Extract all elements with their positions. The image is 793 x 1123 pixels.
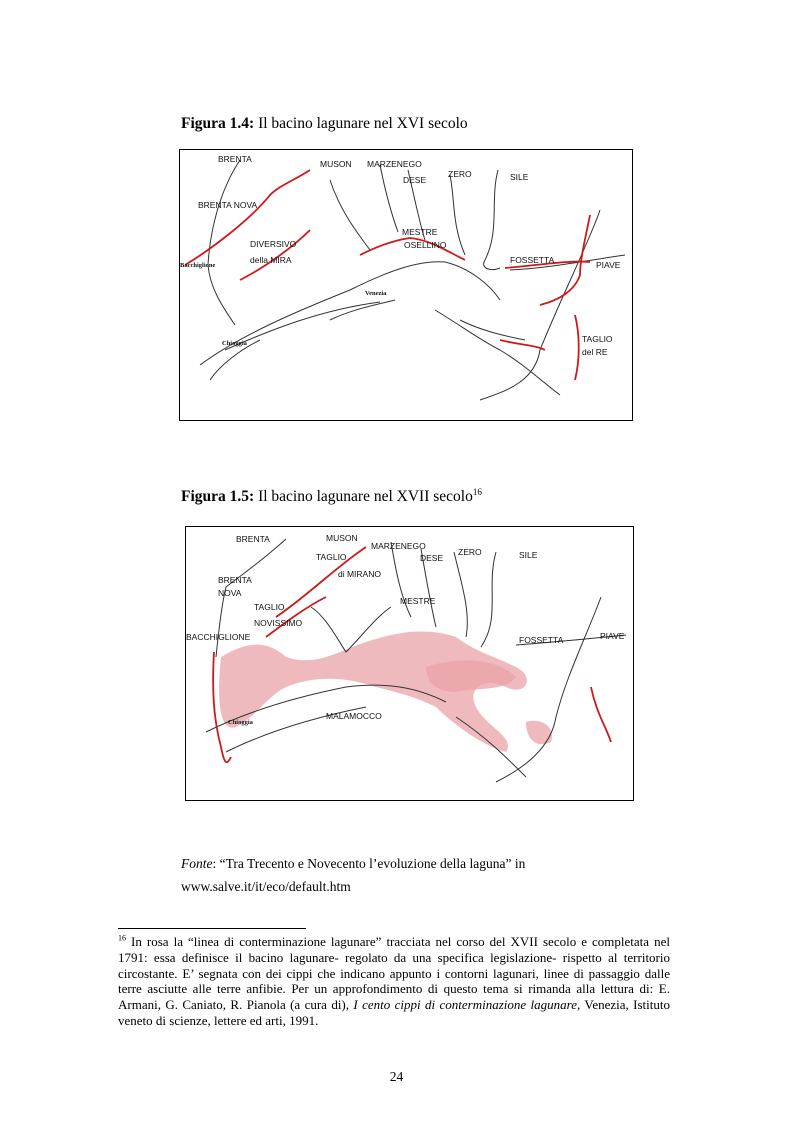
map-label: ZERO	[448, 169, 472, 179]
red-canal	[575, 315, 579, 380]
map-label: TAGLIO	[254, 602, 285, 612]
figure-1-4-caption	[181, 115, 468, 133]
map-label: Venezia	[365, 290, 387, 297]
river-line	[330, 180, 370, 250]
map-label: DESE	[420, 553, 444, 563]
lagoon-map-16th-century	[179, 149, 633, 421]
map-label: Bacchiglione	[180, 262, 216, 269]
map-label: MESTRE	[402, 227, 438, 237]
map-label: SILE	[519, 550, 538, 560]
map-label: PIAVE	[600, 631, 625, 641]
red-canal	[500, 340, 545, 350]
map-label: TAGLIO	[582, 334, 613, 344]
map-label: BRENTA	[236, 534, 270, 544]
map-label: MUSON	[326, 533, 358, 543]
footnote-text: In rosa la “linea di conterminazione lagunare” tracciata nel corso del XVII secolo e completata nel 1791: essa definisce il bacino lagunare- regolato da una specifica legislazione- rispetto al territorio circostante. E’ segnata con dei cippi che indicano appunto i contorni lagunari, linee di passaggio dalle terre asciutte alle terre anfibie. Per un approfondimento di questo tema si rimanda alla lettura di: E. Armani, G. Caniato, R. Pianola (a cura di),	[118, 934, 670, 1013]
map-label: BRENTA	[218, 154, 252, 164]
map-label: Chioggia	[228, 719, 253, 726]
map-label: Chioggia	[222, 340, 247, 347]
river-line	[454, 552, 467, 637]
map-label: del RE	[582, 347, 608, 357]
map-label: NOVISSIMO	[254, 618, 303, 628]
source-text: : “Tra Trecento e Novecento l’evoluzione della laguna” in	[212, 856, 526, 871]
river-line	[496, 597, 601, 782]
conterminazione-area	[219, 632, 527, 752]
coast-east	[435, 310, 560, 395]
lido-strip	[330, 300, 395, 320]
map-label: MESTRE	[400, 596, 436, 606]
map-label: FOSSETTA	[510, 255, 555, 265]
footnote-ref: 16	[472, 486, 482, 497]
map-label: DESE	[403, 175, 427, 185]
red-canal	[591, 687, 611, 742]
figure-label: Figura 1.5:	[181, 488, 255, 505]
map-label: di MIRANO	[338, 569, 381, 579]
figure-title: Il bacino lagunare nel XVII secolo	[258, 488, 473, 505]
river-line	[380, 165, 398, 232]
map-label: ZERO	[458, 547, 482, 557]
islands-line	[460, 320, 525, 340]
map-label: BACCHIGLIONE	[186, 632, 251, 642]
map-label: NOVA	[218, 588, 242, 598]
figure-title: Il bacino lagunare nel XVI secolo	[258, 115, 468, 132]
map-label: DIVERSIVO	[250, 239, 297, 249]
footnote	[118, 934, 670, 1029]
page-number: 24	[389, 1069, 404, 1084]
footnote-number: 16	[118, 933, 126, 943]
lagoon-map-17th-century	[185, 526, 634, 801]
river-line	[481, 552, 496, 647]
map-label: MARZENEGO	[371, 541, 426, 551]
river-line	[484, 170, 500, 270]
map-label: della MIRA	[250, 255, 292, 265]
map-label: SILE	[510, 172, 529, 182]
river-line	[208, 160, 240, 325]
map-label: TAGLIO	[316, 552, 347, 562]
map-label: MUSON	[320, 159, 352, 169]
figure-1-5-caption	[181, 488, 482, 506]
source-label: Fonte	[181, 856, 213, 871]
footnote-separator	[118, 928, 306, 929]
footnote-text-end: , Venezia, Istituto veneto di scienze, lettere ed arti, 1991.	[118, 997, 670, 1028]
map-17th-svg	[186, 527, 633, 800]
map-label: MARZENEGO	[367, 159, 422, 169]
river-line	[450, 175, 465, 255]
figure-label: Figura 1.4:	[181, 115, 255, 132]
map-label: MALAMOCCO	[326, 711, 382, 721]
map-label: PIAVE	[596, 260, 621, 270]
footnote-title: I cento cippi di conterminazione lagunare	[353, 997, 577, 1013]
map-label: BRENTA	[218, 575, 252, 585]
map-16th-svg	[180, 150, 632, 420]
red-canal	[185, 170, 310, 265]
conterminazione-area	[526, 721, 552, 745]
map-label: OSELLINO	[404, 240, 447, 250]
map-label: FOSSETTA	[519, 635, 564, 645]
source-url: www.salve.it/it/eco/default.htm	[181, 879, 351, 894]
map-label: BRENTA NOVA	[198, 200, 258, 210]
